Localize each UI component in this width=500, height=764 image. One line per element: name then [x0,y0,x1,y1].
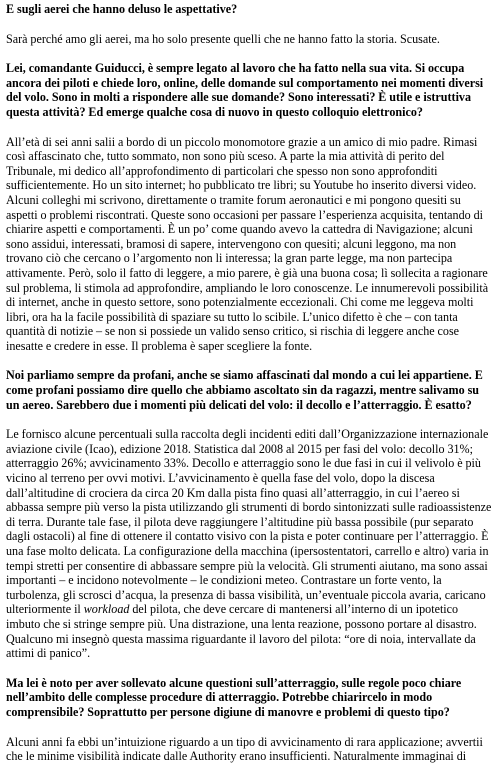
interview-question: E sugli aerei che hanno deluso le aspettative? [6,2,238,16]
interview-answer: Le fornisco alcune percentuali sulla raccolta degli incidenti editi dall’Organizzazione internazionale aviazione civile (Icao), edizione 2018. Statistica dal 2008 al 2015 per fasi del volo: decollo 31%; atterraggio 26%; avvicinamento 33%. Decollo e atterraggio sono le due fasi in cui il velivolo è più vicino al terreno per ovvi motivi. L’avvicinamento è quella fase del volo, dopo la discesa dall’altitudine di crociera da circa 20 Km dalla pista fino quasi all’atterraggio, in cui l’aereo si abbassa sempre più verso la pista utilizzando gli strumenti di bordo sintonizzati sulle radioassistenze di terra. Durante tale fase, il pilota deve raggiungere l’altitudine più bassa possibile (pur separato dagli ostacoli) al fine di ottenere il contatto visivo con la pista e poter continuare per l’atterraggio. È una fase molto delicata. La configurazione della macchina (ipersostentatori, carrello e altro) varia in tempi stretti per consentire di abbassare sempre più la velocità. Gli strumenti aiutano, ma sono assai importanti – e incidono notevolmente – le condizioni meteo. Contrastare un forte vento, la turbolenza, gli scrosci d’acqua, la presenza di bassa visibilità, un’eventuale piccola avaria, caricano ulteriormente il workload del pilota, che deve cercare di mantenersi all’interno di un ipotetico imbuto che si stringe sempre più. Una distrazione, una lenta reazione, possono portare al disastro. Qualcuno mi insegnò questa massima riguardante il lavoro del pilota: “ore di noia, intervallate da attimi di panico”. [6,427,492,661]
interview-answer: Alcuni anni fa ebbi un’intuizione riguardo a un tipo di avvicinamento di rara applicazione; avvertii che le minime visibilità indicate dalle Authority erano insufficienti. Naturalmente immaginai di [6,734,483,764]
interview-answer: Sarà perché amo gli aerei, ma ho solo presente quelli che ne hanno fatto la storia. Scusate. [6,31,440,46]
interview-question: Noi parliamo sempre da profani, anche se siamo affascinati dal mondo a cui lei appartiene. E come profani possiamo dire quello che abbiamo ascoltato sin da ragazzi, mentre salivamo su un aereo. Sarebbero due i momenti più delicati del volo: il decollo e l’atterraggio. È esatto? [6,368,483,412]
interview-question: Ma lei è noto per aver sollevato alcune questioni sull’atterraggio, sulle regole poco chiare nell’ambito delle complesse procedure di atterraggio. Potrebbe chiarircelo in modo comprensibile? Soprattutto per persone digiune di manovre e problemi di questo tipo? [6,675,462,719]
interview-answer: All’età di sei anni salii a bordo di un piccolo monomotore grazie a un amico di mio padre. Rimasi così affascinato che, tutto sommato, non sono più sceso. A parte la mia attività di perito del Tribunale, mi dedico all’approfondimento di particolari che spesso non sono approfonditi sufficientemente. Ho un sito internet; ho pubblicato tre libri; su Youtube ho inserito diversi video. Alcuni colleghi mi scrivono, direttamente o tramite forum aeronautici e mi pongono quesiti su aspetti o problemi riscontrati. Queste sono occasioni per passare l’esperienza acquisita, tentando di chiarire aspetti e comportamenti. È un po’ come quando avevo la cattedra di Navigazione; alcuni sono assidui, interessati, bramosi di sapere, intervengono con quesiti; alcuni leggono, ma non trovano ciò che cercano o l’argomento non li interessa; la gran parte legge, ma non partecipa attivamente. Però, solo il fatto di leggere, a mio parere, è già una buona cosa; lì sollecita a ragionare sul problema, li stimola ad approfondire, ampliando le loro conoscenze. Le innumerevoli possibilità di internet, anche in questo settore, sono potenzialmente eccezionali. Chi come me leggeva molti libri, ora ha la facile possibilità di spaziare su tutto lo scibile. L’unico difetto è che – con tanta quantità di notizie – se non si possiede un valido senso critico, si rischia di leggere anche cose inesatte e credere in esse. Il problema è saper scegliere la fonte. [6,134,489,353]
interview-question: Lei, comandante Guiducci, è sempre legato al lavoro che ha fatto nella sua vita. Si occupa ancora dei piloti e chiede loro, online, delle domande sul comportamento nei momenti diversi del volo. Sono in molti a rispondere alle sue domande? Sono interessati? È utile e istruttiva questa attività? Ed emerge qualche cosa di nuovo in questo colloquio elettronico? [6,61,484,119]
